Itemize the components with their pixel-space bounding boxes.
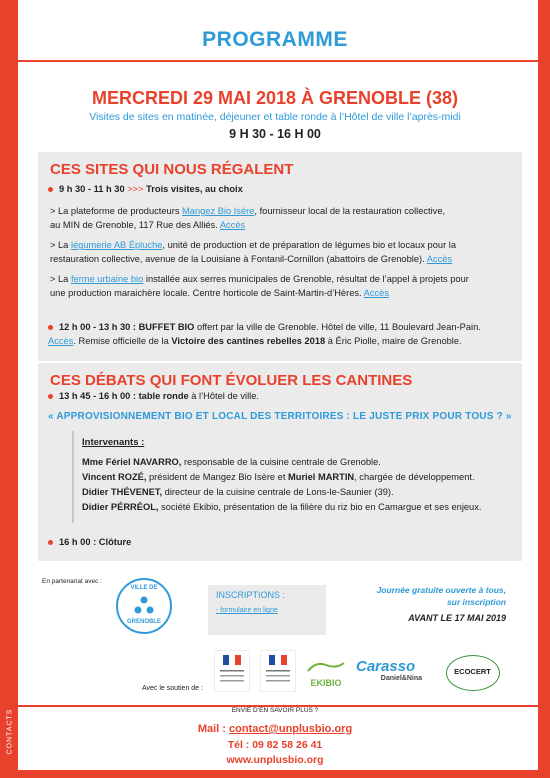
site-3-post: installée aux serres municipales de Grenoble, résultat de l’appel à projets pour bbox=[143, 274, 469, 284]
buffet-line2-post: à Éric Piolle, maire de Grenoble. bbox=[325, 336, 462, 346]
section-sites-title: CES SITES QUI NOUS RÉGALENT bbox=[50, 161, 294, 178]
section-sites bbox=[38, 152, 522, 361]
section-debats bbox=[38, 363, 522, 561]
speaker-2b-desc: , chargée de développement. bbox=[354, 472, 475, 482]
buffet-line bbox=[48, 320, 518, 348]
visit-desc: Trois visites, au choix bbox=[146, 184, 243, 194]
speaker-1-name: Mme Fériel NAVARRO, bbox=[82, 457, 182, 467]
title-divider bbox=[18, 60, 538, 62]
arrows: >>> bbox=[127, 184, 144, 194]
link-acces-4[interactable]: Accès bbox=[48, 336, 74, 346]
contacts-vertical-label: CONTACTS bbox=[6, 708, 14, 755]
envie-label: ENVIE D’EN SAVOIR PLUS ? bbox=[231, 707, 319, 714]
intervenants-list bbox=[82, 455, 514, 515]
debate-quote: « APPROVISIONNEMENT BIO ET LOCAL DES TERRITOIRES : LE JUSTE PRIX POUR TOUS ? » bbox=[48, 411, 512, 422]
visit-time: 9 h 30 - 11 h 30 bbox=[59, 184, 125, 194]
ministere-agriculture-logo-icon bbox=[260, 650, 296, 692]
link-legumerie[interactable]: légumerie AB Épluche bbox=[70, 240, 163, 250]
partner-label: En partenariat avec : bbox=[42, 578, 102, 585]
ministere-logo-icon bbox=[214, 650, 250, 692]
bullet-icon bbox=[48, 394, 53, 399]
site-3-pre: > La bbox=[50, 274, 71, 284]
seal-top-text: VILLE DE bbox=[130, 585, 158, 591]
site-2-pre: > La bbox=[50, 240, 71, 250]
site-2-post: , unité de production et de préparation de légumes bio et locaux pour la bbox=[162, 240, 456, 250]
victoire-label: Victoire des cantines rebelles 2018 bbox=[171, 336, 326, 346]
mail-label: Mail : bbox=[197, 723, 229, 735]
carasso-text: Carasso bbox=[356, 658, 416, 675]
round-table-line bbox=[48, 389, 259, 403]
link-ferme-urbaine[interactable]: ferme urbaine bio bbox=[70, 274, 144, 284]
free-entry-note bbox=[377, 584, 506, 608]
intervenants-box bbox=[72, 431, 514, 523]
closing-time: 16 h 00 : Clôture bbox=[59, 537, 132, 547]
round-place: à l’Hôtel de ville. bbox=[188, 391, 259, 401]
speaker-1-desc: responsable de la cuisine centrale de Grenoble. bbox=[181, 457, 381, 467]
contact-email-link[interactable]: contact@unplusbio.org bbox=[229, 723, 353, 735]
page-title: PROGRAMME bbox=[202, 28, 348, 51]
section-debats-title: CES DÉBATS QUI FONT ÉVOLUER LES CANTINES bbox=[50, 372, 413, 389]
event-date: MERCREDI 29 MAI 2018 À GRENOBLE (38) bbox=[91, 88, 459, 108]
bullet-icon bbox=[48, 325, 53, 330]
site-3-line2: une production maraichère locale. Centre horticole de Saint-Martin-d’Hères. bbox=[50, 288, 364, 298]
link-acces-3[interactable]: Accès bbox=[363, 288, 389, 298]
speaker-4-name: Didier PÉRRÉOL, bbox=[82, 502, 159, 512]
speaker-4-desc: société Ekibio, présentation de la filière du riz bio en Camargue et ses enjeux. bbox=[158, 502, 482, 512]
speaker-3-name: Didier THÉVENET, bbox=[82, 487, 163, 497]
speaker-2-name: Vincent ROZÉ, bbox=[82, 472, 147, 482]
link-acces-1[interactable]: Accès bbox=[219, 220, 246, 230]
speaker-2b-name: Muriel MARTIN bbox=[288, 472, 355, 482]
inscriptions-box bbox=[208, 585, 326, 635]
site-2-line2: restauration collective, avenue de la Louisiane à Fontanil-Cornillon (abattoirs de Grenoble). bbox=[50, 254, 427, 264]
site-1-post: , fournisseur local de la restauration collective, bbox=[254, 206, 446, 216]
link-mangez-bio[interactable]: Mangez Bio Isère bbox=[182, 206, 255, 216]
carasso-logo bbox=[356, 658, 426, 690]
ecocert-logo bbox=[446, 655, 500, 691]
speaker-2-desc: président de Mangez Bio Isère et bbox=[146, 472, 289, 482]
free-line-2: sur inscription bbox=[446, 597, 506, 607]
round-time: 13 h 45 - 16 h 00 : table ronde bbox=[59, 391, 189, 401]
site-1-pre: > La plateforme de producteurs bbox=[50, 206, 183, 216]
site-item-1 bbox=[50, 204, 518, 232]
contact-mail-line bbox=[0, 723, 550, 735]
support-label: Avec le soutien de : bbox=[142, 685, 203, 692]
contact-phone: Tél : 09 82 58 26 41 bbox=[227, 739, 323, 751]
ville-grenoble-logo bbox=[116, 578, 172, 634]
inscriptions-title: INSCRIPTIONS : bbox=[216, 590, 286, 600]
closing-line bbox=[48, 535, 131, 549]
ekibio-text: EKIBIO bbox=[310, 678, 342, 688]
contact-website-link[interactable]: www.unplusbio.org bbox=[226, 754, 324, 766]
bullet-icon bbox=[48, 187, 53, 192]
link-acces-2[interactable]: Accès bbox=[426, 254, 453, 264]
event-hours: 9 H 30 - 16 H 00 bbox=[229, 127, 321, 141]
visit-time-line bbox=[48, 182, 243, 196]
grenoble-seal-icon bbox=[133, 595, 155, 617]
seal-bottom-text: GRENOBLE bbox=[126, 619, 161, 625]
bottom-frame-bar bbox=[0, 770, 550, 778]
event-subtitle: Visites de sites en matinée, déjeuner et table ronde à l’Hôtel de ville l’après-midi bbox=[89, 111, 461, 123]
ekibio-logo bbox=[306, 660, 346, 688]
buffet-time: 12 h 00 - 13 h 30 : BUFFET BIO bbox=[59, 322, 195, 332]
site-1-line2: au MIN de Grenoble, 117 Rue des Alliés. bbox=[50, 220, 220, 230]
carasso-subtext: Daniel&Nina bbox=[380, 675, 422, 682]
buffet-desc: offert par la ville de Grenoble. Hôtel de ville, 11 Boulevard Jean-Pain. bbox=[194, 322, 481, 332]
buffet-line2-pre: . Remise officielle de la bbox=[73, 336, 172, 346]
ekibio-leaf-icon bbox=[306, 661, 346, 673]
speaker-3-desc: directeur de la cuisine centrale de Lons-le-Saunier (39). bbox=[162, 487, 394, 497]
site-item-3 bbox=[50, 272, 518, 300]
site-item-2 bbox=[50, 238, 518, 266]
inscription-form-link[interactable]: - formulaire en ligne bbox=[216, 607, 278, 614]
bullet-icon bbox=[48, 540, 53, 545]
intervenants-title: Intervenants : bbox=[82, 437, 145, 448]
free-line-1: Journée gratuite ouverte à tous, bbox=[376, 585, 506, 595]
deadline: AVANT LE 17 MAI 2019 bbox=[408, 613, 506, 623]
ecocert-text: ECOCERT bbox=[454, 667, 491, 676]
